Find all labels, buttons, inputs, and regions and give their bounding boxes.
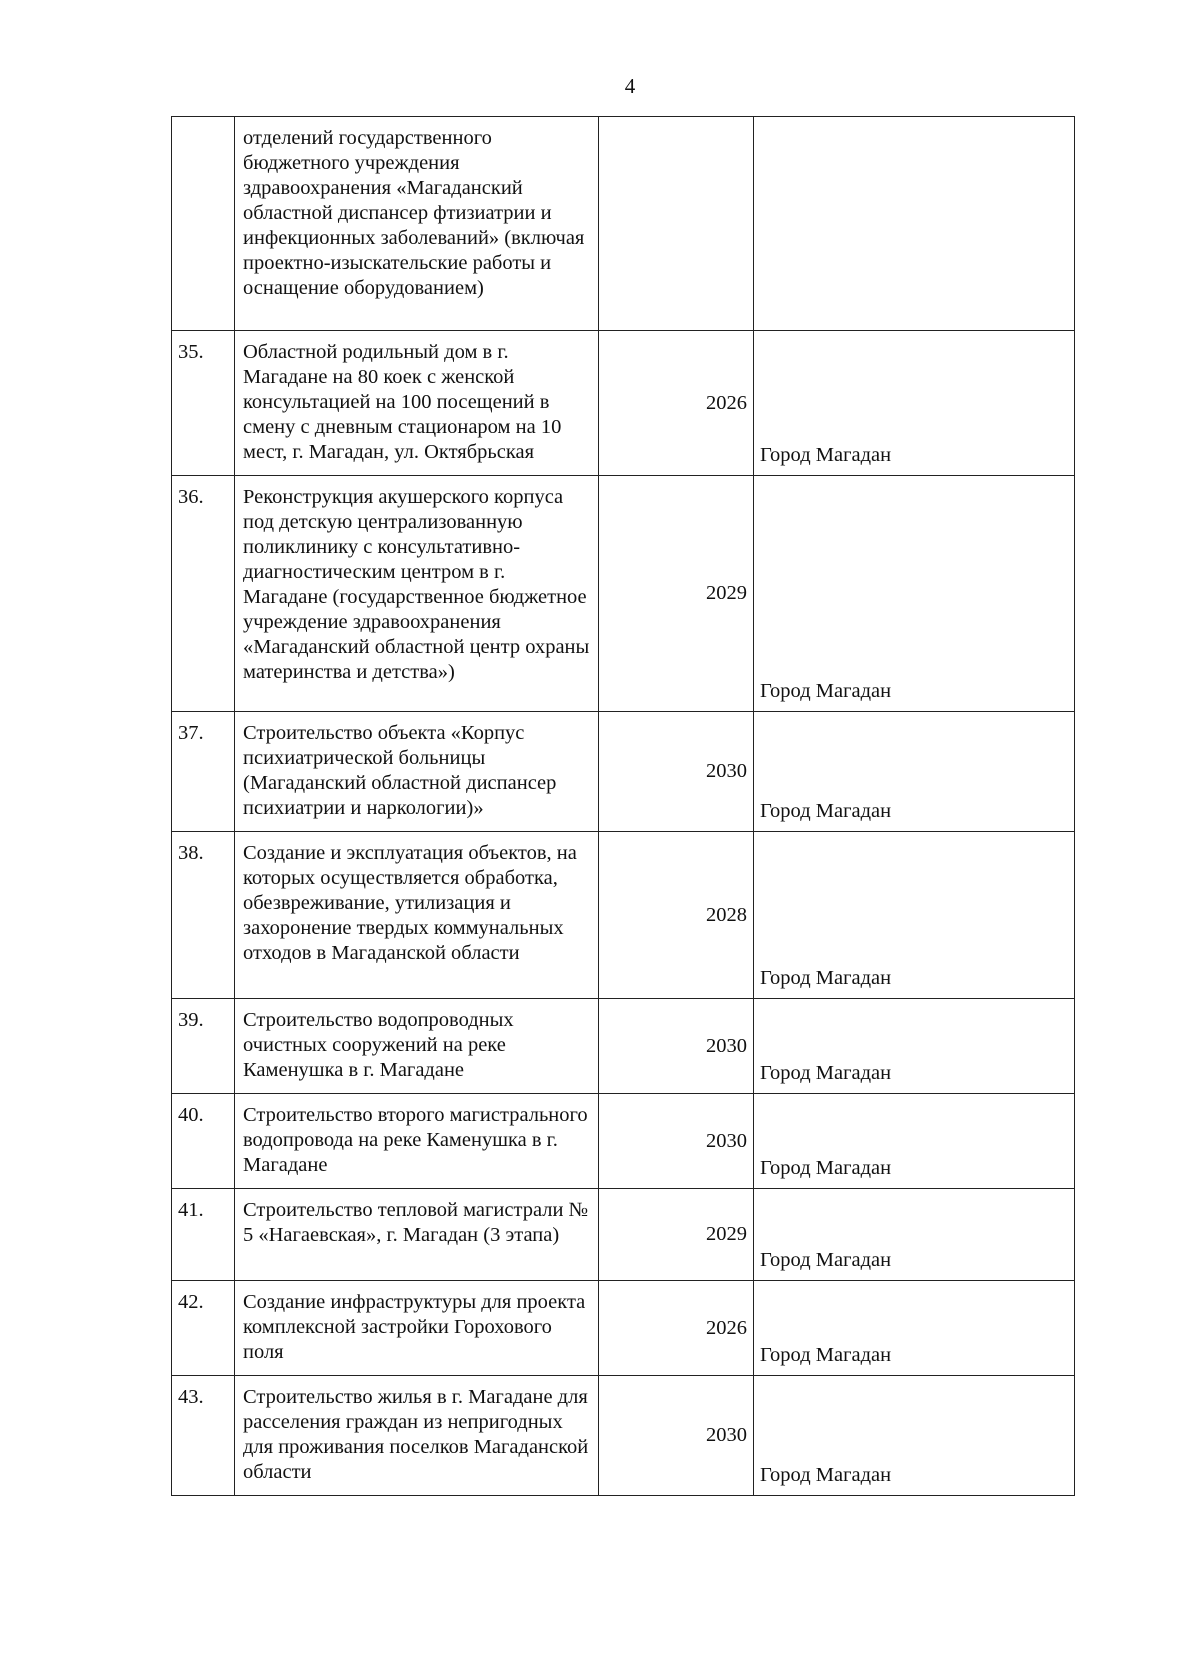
year: 2030 <box>599 1094 754 1189</box>
object-name: Строительство второго магистрального водопровода на реке Каменушка в г. Магадане <box>235 1094 599 1189</box>
object-name: Реконструкция акушерского корпуса под детскую централизованную поликлинику с консультативно-диагностическим центром в г. Магадане (государственное бюджетное учреждение здравоохранения «Магаданский областной центр охраны материнства и детства») <box>235 476 599 712</box>
location: Город Магадан <box>754 712 1075 832</box>
row-number: 41. <box>172 1189 235 1281</box>
page-number: 4 <box>624 74 636 98</box>
object-name: Строительство тепловой магистрали № 5 «Нагаевская», г. Магадан (3 этапа) <box>235 1189 599 1281</box>
location: Город Магадан <box>754 476 1075 712</box>
location: Город Магадан <box>754 1376 1075 1496</box>
object-name: Строительство жилья в г. Магадане для расселения граждан из непригодных для проживания поселков Магаданской области <box>235 1376 599 1496</box>
objects-table <box>171 116 1075 1496</box>
location: Город Магадан <box>754 1189 1075 1281</box>
year: 2030 <box>599 1376 754 1496</box>
row-number: 42. <box>172 1281 235 1376</box>
year: 2028 <box>599 832 754 999</box>
table-row <box>172 117 1075 331</box>
year: 2026 <box>599 331 754 476</box>
object-name: Создание и эксплуатация объектов, на которых осуществляется обработка, обезвреживание, утилизация и захоронение твердых коммунальных отходов в Магаданской области <box>235 832 599 999</box>
year: 2026 <box>599 1281 754 1376</box>
location: Город Магадан <box>754 1094 1075 1189</box>
object-name: Строительство объекта «Корпус психиатрической больницы (Магаданский областной диспансер психиатрии и наркологии)» <box>235 712 599 832</box>
location: Город Магадан <box>754 832 1075 999</box>
row-number: 43. <box>172 1376 235 1496</box>
table-row <box>172 832 1075 999</box>
row-number: 39. <box>172 999 235 1094</box>
row-number: 40. <box>172 1094 235 1189</box>
row-number: 35. <box>172 331 235 476</box>
table-row <box>172 331 1075 476</box>
table-row <box>172 712 1075 832</box>
table-row <box>172 476 1075 712</box>
object-name: отделений государственного бюджетного учреждения здравоохранения «Магаданский областной диспансер фтизиатрии и инфекционных заболеваний» (включая проектно-изыскательские работы и оснащение оборудованием) <box>235 117 599 331</box>
object-name: Областной родильный дом в г. Магадане на 80 коек с женской консультацией на 100 посещений в смену с дневным стационаром на 10 мест, г. Магадан, ул. Октябрьская <box>235 331 599 476</box>
object-name: Создание инфраструктуры для проекта комплексной застройки Горохового поля <box>235 1281 599 1376</box>
row-number: 37. <box>172 712 235 832</box>
location: Город Магадан <box>754 999 1075 1094</box>
year <box>599 117 754 331</box>
table-row <box>172 1281 1075 1376</box>
location: Город Магадан <box>754 1281 1075 1376</box>
table-row <box>172 1376 1075 1496</box>
location: Город Магадан <box>754 331 1075 476</box>
row-number: 36. <box>172 476 235 712</box>
row-number <box>172 117 235 331</box>
table-row <box>172 999 1075 1094</box>
table-row <box>172 1189 1075 1281</box>
location <box>754 117 1075 331</box>
year: 2029 <box>599 476 754 712</box>
object-name: Строительство водопроводных очистных сооружений на реке Каменушка в г. Магадане <box>235 999 599 1094</box>
year: 2030 <box>599 999 754 1094</box>
row-number: 38. <box>172 832 235 999</box>
year: 2029 <box>599 1189 754 1281</box>
year: 2030 <box>599 712 754 832</box>
table-row <box>172 1094 1075 1189</box>
